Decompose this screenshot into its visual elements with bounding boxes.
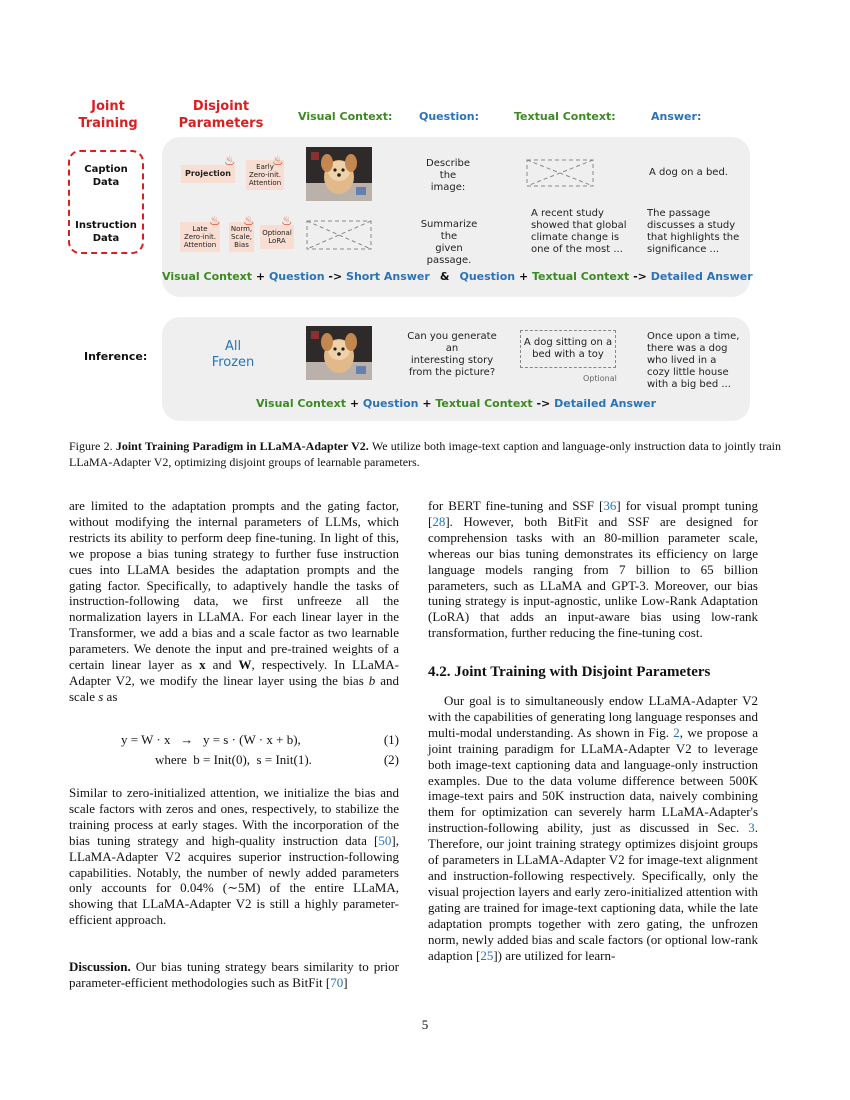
- dog-photo: [306, 326, 372, 380]
- caption-data-label: Caption Data: [84, 164, 128, 188]
- figure-link[interactable]: 2: [673, 724, 680, 740]
- right-column-p2: Our goal is to simultaneously endow LLaMA-Adapter V2 with the capabilities of generating long language responses and multi-modal understanding. As shown in Fig. 2, we propose a joint training paradigm for LLaMA-Adapter V2 to leverage both image-text captioning data and language-only instruction examples. Due to the data volume difference between 500K image-text pairs and 50K instruction data, naively combining them for optimization can severely harm LLaMA-Adapter's instruction-following ability, just as discussed in Sec. 3. Therefore, our joint training strategy optimizes disjoint groups of parameters in LLaMA-Adapter V2 for image-text alignment and instruction-following respectively. Specifically, only the visual projection layers and early zero-initialized attention with gating are trained for image-text captioning data, while the late adaptation prompts together with zero gating, the unfrozen norm, newly added bias and scale factors (or optional low-rank adaption [25]) are utilized for learn-: [428, 693, 758, 963]
- page-number: 5: [421, 1017, 429, 1032]
- figure-caption: Figure 2. Joint Training Paradigm in LLaMA-Adapter V2. We utilize both image-text caption and language-only instruction data to jointly train LLaMA-Adapter V2, optimizing disjoint groups of learnable parameters.: [69, 439, 782, 469]
- instruction-data-label: Instruction Data: [75, 220, 137, 244]
- all-frozen-label: All Frozen: [211, 339, 255, 370]
- header-joint-training: Joint Training: [78, 99, 138, 131]
- flame-icon: ♨: [224, 153, 236, 168]
- module-projection: Projection: [181, 165, 235, 183]
- module-late-attention: Late Zero-init. Attention: [180, 222, 220, 252]
- caption-answer: A dog on a bed.: [649, 167, 728, 178]
- citation-link[interactable]: 25: [480, 947, 494, 963]
- instruction-textual-context: A recent study showed that global climate change is one of the most ...: [531, 208, 627, 255]
- dog-photo: [306, 147, 372, 201]
- module-norm-scale-bias: Norm, Scale, Bias: [229, 222, 254, 252]
- paragraph: are limited to the adaptation prompts and the gating factor, without modifying the internal parameters of LLMs, which restricts its ability to perform deep fine-tuning. In light of this, we propose a bias tuning strategy to further fuse instruction cues into LLaMA besides the adaptation prompts and the gating factor. Specifically, to adaptively handle the tasks of instruction-following data, we first unfreeze all the normalization layers in LLaMA. For each linear layer in the Transformer, we add a bias and a scale factor as two learnable parameters. We denote the input and pre-trained weights of a certain linear layer as x and W, respectively. In LLaMA-Adapter V2, we modify the linear layer using the bias b and scale s as: [69, 498, 399, 704]
- optional-label: Optional: [583, 374, 617, 383]
- discussion-paragraph: Discussion. Our bias tuning strategy bears similarity to prior parameter-efficient methodologies such as BitFit [70]: [69, 959, 399, 990]
- citation-link[interactable]: 70: [330, 974, 344, 990]
- dashed-placeholder: [306, 220, 372, 250]
- inference-formula: Visual Context + Question + Textual Context -> Detailed Answer: [255, 397, 657, 410]
- section-link[interactable]: 3: [748, 820, 755, 836]
- module-early-attention: Early Zero-init. Attention: [246, 160, 284, 190]
- header-textual-context: Textual Context:: [514, 110, 616, 123]
- citation-link[interactable]: 50: [378, 832, 392, 848]
- flame-icon: ♨: [281, 213, 293, 228]
- training-formula: Visual Context + Question -> Short Answer & Question + Textual Context -> Detailed Answer: [162, 270, 753, 283]
- header-answer: Answer:: [651, 110, 702, 123]
- inference-textual-context: A dog sitting on a bed with a toy: [523, 337, 613, 360]
- instruction-question: Summarize the given passage.: [420, 219, 478, 266]
- inference-question: Can you generate an interesting story from the picture?: [407, 331, 497, 378]
- inference-label: Inference:: [84, 350, 148, 363]
- citation-link[interactable]: 28: [432, 513, 446, 529]
- left-column-p2: [69, 785, 399, 928]
- caption-question: Describe the image:: [426, 158, 470, 193]
- header-question: Question:: [419, 110, 480, 123]
- section-heading: 4.2. Joint Training with Disjoint Parameters: [428, 664, 711, 680]
- instruction-answer: The passage discusses a study that highlights the significance ...: [647, 208, 740, 255]
- left-column: [69, 498, 399, 705]
- header-visual-context: Visual Context:: [298, 110, 393, 123]
- dashed-placeholder: [526, 159, 594, 187]
- header-disjoint-parameters: Disjoint Parameters: [178, 99, 264, 131]
- flame-icon: ♨: [243, 213, 255, 228]
- module-optional-lora: Optional LoRA: [260, 225, 294, 249]
- flame-icon: ♨: [209, 213, 221, 228]
- inference-answer: Once upon a time, there was a dog who lived in a cozy little house with a big bed ...: [647, 331, 740, 390]
- citation-link[interactable]: 36: [603, 498, 617, 513]
- flame-icon: ♨: [272, 153, 284, 168]
- paragraph: Similar to zero-initialized attention, we initialize the bias and scale factors with zeros and ones, respectively, to stabilize the training process at early stages. With the incorporation of the bias tuning strategy and high-quality instruction data [50], LLaMA-Adapter V2 acquires superior instruction-following capabilities. Notably, the number of newly added parameters only accounts for 0.04% (∼5M) of the entire LLaMA, showing that LLaMA-Adapter V2 is still a highly parameter-efficient approach.: [69, 785, 399, 928]
- right-column-p1: for BERT fine-tuning and SSF [36] for visual prompt tuning [28]. However, both BitFit and SSF are designed for comprehension tasks with an 80-million parameter scale, whereas our bias tuning demonstrates its efficiency on large language models ranging from 7 billion to 65 billion parameters, such as LLaMA and GPT-3. Moreover, our bias tuning strategy is input-agnostic, unlike Low-Rank Adaptation (LoRA) that adds an input-aware bias using low-rank transformation, further reducing the fine-tuning cost.: [428, 498, 758, 641]
